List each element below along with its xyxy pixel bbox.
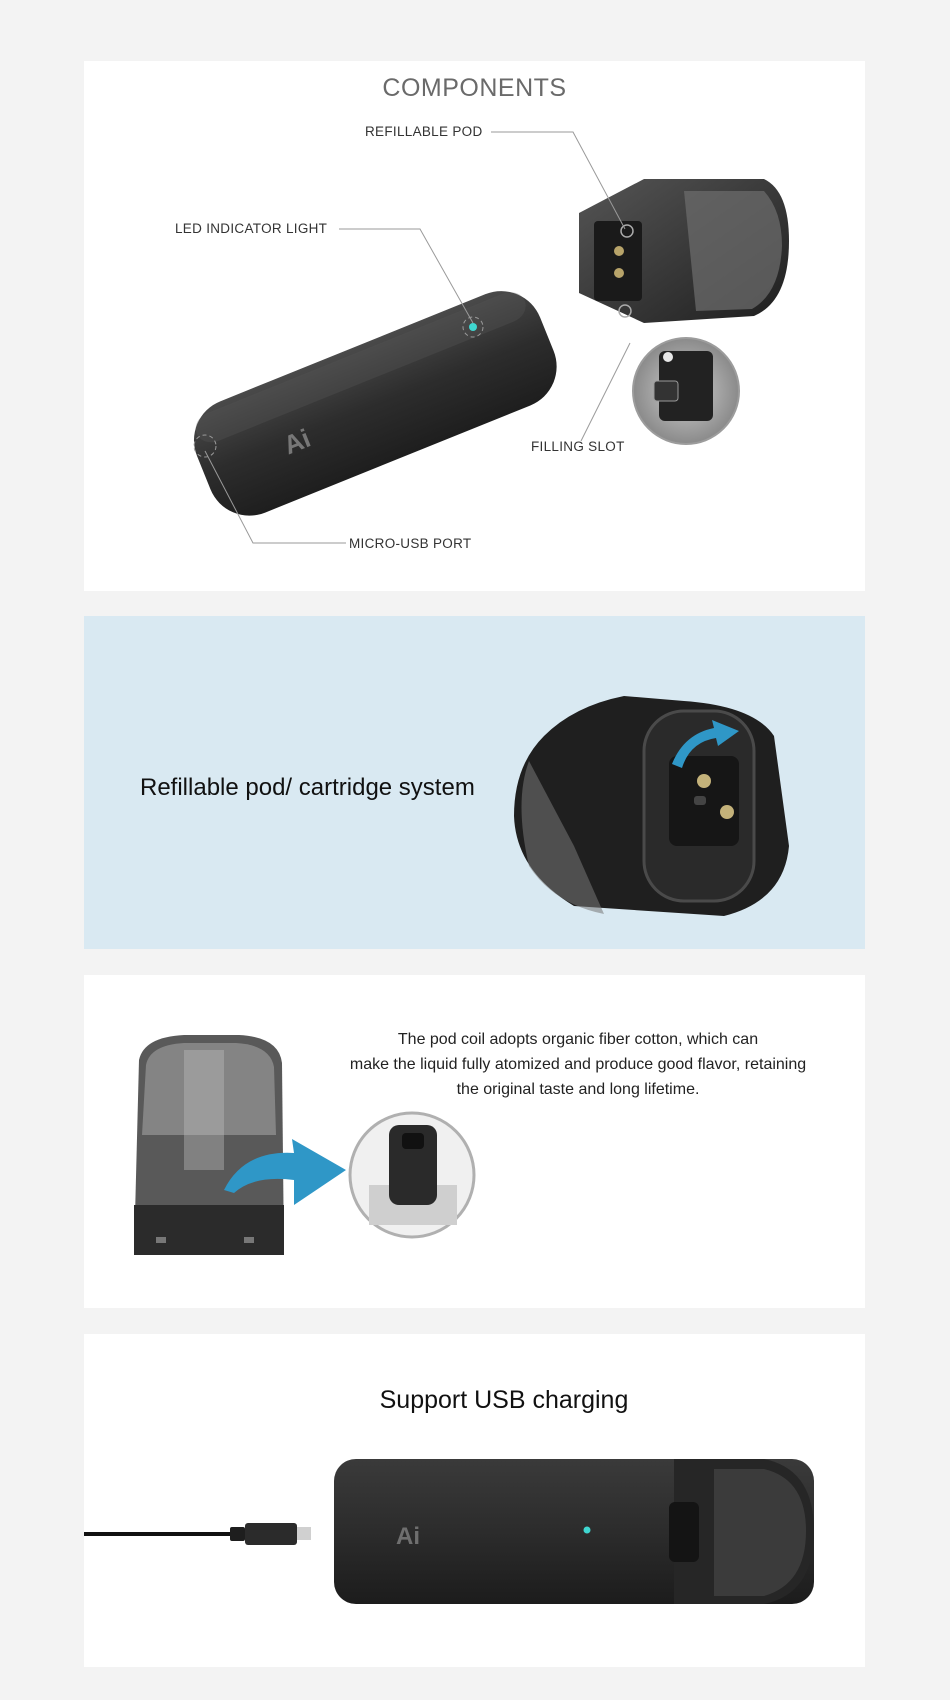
components-title: COMPONENTS: [382, 74, 567, 102]
refillable-pod: [579, 179, 789, 323]
coil-line-3: the original taste and long lifetime.: [456, 1081, 700, 1098]
coil-illustration: [84, 975, 865, 1308]
svg-text:Ai: Ai: [279, 422, 315, 461]
usb-charging-illustration: [84, 1334, 865, 1667]
coil-line-2: make the liquid fully atomized and produce good flavor, retaining: [349, 1056, 807, 1073]
label-refillable-pod: REFILLABLE POD: [365, 124, 483, 139]
refill-panel: [84, 616, 865, 949]
label-filling-slot: FILLING SLOT: [531, 439, 625, 454]
pod-open-illustration: [84, 616, 865, 949]
refill-title: Refillable pod/ cartridge system: [140, 774, 475, 801]
device-charging: [334, 1459, 814, 1604]
components-illustration: [84, 61, 865, 591]
usb-title: Support USB charging: [379, 1386, 629, 1414]
device-body: [181, 278, 569, 528]
coil-description: [328, 1027, 828, 1102]
label-led-indicator: LED INDICATOR LIGHT: [175, 221, 328, 236]
usb-cable: [84, 1523, 311, 1545]
coil-panel: [84, 975, 865, 1308]
label-micro-usb: MICRO-USB PORT: [349, 536, 472, 551]
coil-inset: [350, 1113, 474, 1237]
pod-open: [514, 696, 789, 916]
svg-text:Ai: Ai: [396, 1523, 420, 1550]
components-panel: [84, 61, 865, 591]
led-indicator-icon: [469, 323, 477, 331]
led-indicator-icon: [584, 1527, 591, 1534]
pod-transparent: [134, 1035, 284, 1255]
filling-slot-inset: [633, 338, 739, 444]
coil-line-1: The pod coil adopts organic fiber cotton, which can: [397, 1031, 759, 1048]
usb-panel: [84, 1334, 865, 1667]
